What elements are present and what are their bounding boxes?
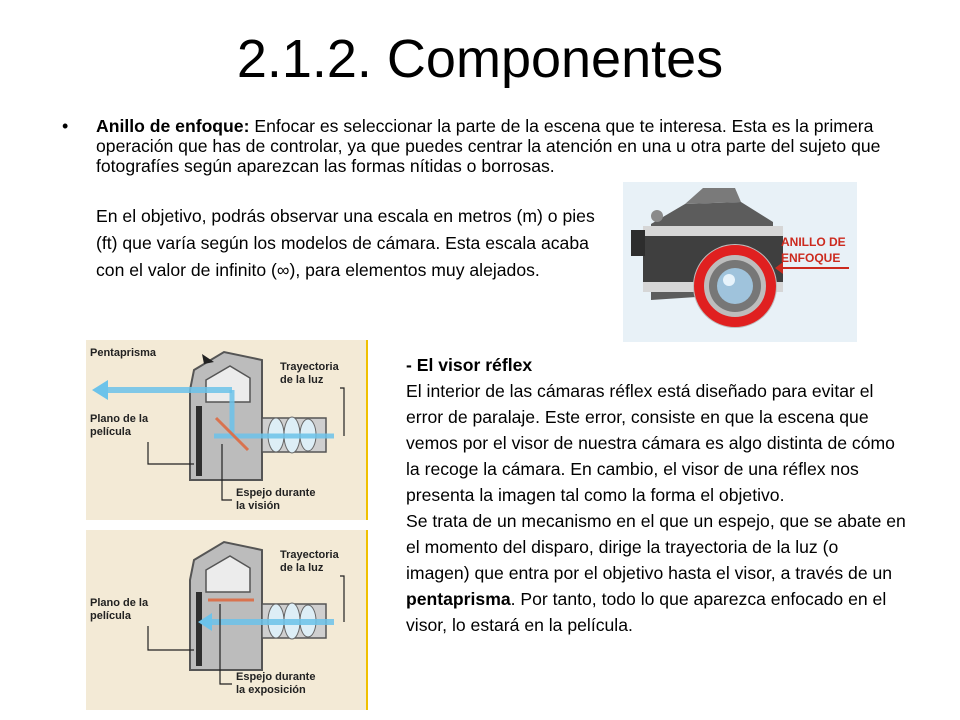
visor-paragraph-2 bbox=[406, 508, 906, 638]
bullet-body: Enfocar es seleccionar la parte de la escena que te interesa. Esta es la primera operación que has de controlar, ya que puedes centrar la atención en una u otra parte del sujeto que fotografíes según aparezcan las formas nítidas o borrosas. bbox=[96, 116, 881, 176]
visor-p2-bold: pentaprisma bbox=[406, 589, 511, 609]
visor-diagram-viewing bbox=[86, 340, 368, 520]
visor-diagram-exposure bbox=[86, 530, 368, 710]
visor-paragraph-1: El interior de las cámaras réflex está diseñado para evitar el error de paralaje. Este error, consiste en que la escena que vemos por el visor de nuestra cámara es algo distinta de cómo la recoge la cámara. En cambio, el visor de una réflex nos presenta la imagen tal como la forma el objetivo. bbox=[406, 381, 895, 505]
slide-title: 2.1.2. Componentes bbox=[236, 29, 724, 89]
label-trayectoria-2: de la luz bbox=[280, 374, 324, 386]
visor-p2-start: Se trata de un mecanismo en el que un espejo, que se abate en el momento del disparo, dirige la trayectoria de la luz (o imagen) que entra por el objetivo hasta el visor, a través de un bbox=[406, 511, 906, 583]
label-trayectoria-1: Trayectoria bbox=[280, 549, 339, 561]
bullet-text bbox=[96, 116, 916, 176]
bullet-dot-icon: • bbox=[62, 116, 69, 136]
photo-label-line1: ANILLO DE bbox=[781, 235, 846, 249]
label-plano-1: Plano de la bbox=[90, 597, 149, 609]
label-plano-1: Plano de la bbox=[90, 413, 149, 425]
label-plano-2: película bbox=[90, 426, 131, 438]
label-espejo-2: la exposición bbox=[236, 684, 306, 696]
label-plano-2: película bbox=[90, 610, 131, 622]
visor-p2-end: . Por tanto, todo lo que aparezca enfocado en el visor, lo estará en la película. bbox=[406, 589, 887, 635]
film-plane-icon bbox=[196, 592, 202, 666]
label-espejo-1: Espejo durante bbox=[236, 671, 316, 683]
escala-paragraph: En el objetivo, podrás observar una escala en metros (m) o pies (ft) que varía según los modelos de cámara. Esta escala acaba con el valor de infinito (∞), para elementos muy alejados. bbox=[96, 206, 595, 280]
label-espejo-2: la visión bbox=[236, 500, 281, 512]
camera-photo bbox=[623, 182, 857, 342]
photo-label-line2: ENFOQUE bbox=[781, 251, 841, 265]
visor-reflex-section bbox=[406, 352, 906, 638]
label-trayectoria-1: Trayectoria bbox=[280, 361, 339, 373]
visor-heading: - El visor réflex bbox=[406, 355, 533, 375]
label-trayectoria-2: de la luz bbox=[280, 562, 324, 574]
label-espejo-1: Espejo durante bbox=[236, 487, 316, 499]
label-pentaprisma: Pentaprisma bbox=[90, 347, 157, 359]
bullet-term: Anillo de enfoque: bbox=[96, 116, 250, 136]
film-plane-icon bbox=[196, 406, 202, 476]
